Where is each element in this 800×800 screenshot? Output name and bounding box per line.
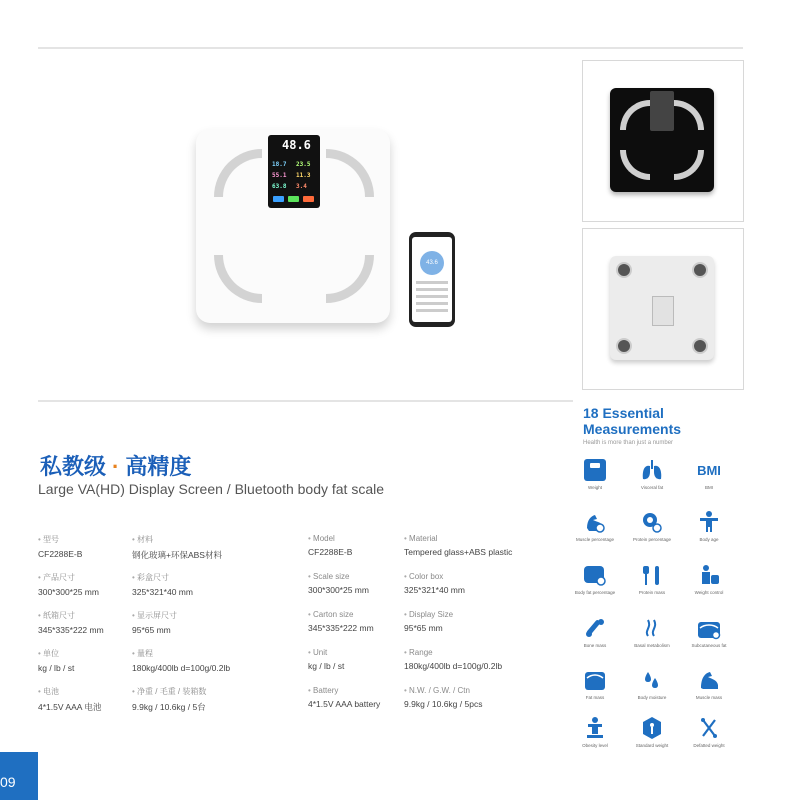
basal-metabolism-icon bbox=[640, 616, 664, 640]
spec-item bbox=[132, 572, 193, 597]
spec-value: 300*300*25 mm bbox=[38, 587, 99, 597]
spec-label: • 型号 bbox=[38, 534, 82, 545]
measurement-label: Muscle percentage bbox=[575, 537, 615, 542]
body-age-icon bbox=[697, 510, 721, 534]
spec-item bbox=[38, 534, 82, 559]
spec-value: 9.9kg / 10.6kg / 5台 bbox=[132, 702, 206, 712]
phone-row bbox=[416, 281, 448, 284]
measurement-label: Protein mass bbox=[638, 590, 666, 595]
lcd-display bbox=[268, 135, 320, 208]
spec-item bbox=[404, 648, 502, 671]
spec-label: • Range bbox=[404, 648, 502, 657]
spec-label: • 净重 / 毛重 / 装箱数 bbox=[132, 686, 206, 697]
spec-label: • 量程 bbox=[132, 648, 230, 659]
svg-text:BMI: BMI bbox=[697, 463, 721, 478]
spec-label: • N.W. / G.W. / Ctn bbox=[404, 686, 482, 695]
spec-label: • Color box bbox=[404, 572, 465, 581]
measurement-label: Muscle mass bbox=[695, 695, 723, 700]
spec-item bbox=[308, 610, 374, 633]
page-number-tab: 09 bbox=[0, 752, 38, 800]
spec-item bbox=[132, 534, 222, 561]
phone-screen bbox=[412, 237, 452, 322]
muscle-percentage-icon bbox=[583, 510, 607, 534]
smartphone-app-image bbox=[409, 232, 455, 327]
spec-item bbox=[132, 686, 206, 713]
electrode-pad-top-left bbox=[214, 149, 262, 197]
spec-item bbox=[308, 686, 380, 709]
lcd-indicator bbox=[303, 196, 314, 202]
electrode-pad bbox=[620, 150, 650, 180]
battery-cover bbox=[652, 296, 674, 326]
scale-front-image bbox=[196, 129, 390, 323]
page-title-cn: 私教级 · 高精度 bbox=[40, 454, 192, 479]
spec-item bbox=[38, 686, 101, 713]
measurement-label: Defatted weight bbox=[693, 743, 725, 748]
electrode-pad bbox=[674, 150, 704, 180]
spec-item bbox=[38, 648, 74, 673]
spec-value: 95*65 mm bbox=[404, 623, 443, 633]
spec-item bbox=[308, 572, 369, 595]
measurement-label: BMI bbox=[704, 485, 713, 490]
measurement-label: Body moisture bbox=[637, 695, 667, 700]
measurement-label: Body age bbox=[699, 537, 719, 542]
spec-value: kg / lb / st bbox=[38, 663, 75, 673]
phone-row bbox=[416, 288, 448, 291]
protein-percentage-icon bbox=[640, 510, 664, 534]
spec-label: • 材料 bbox=[132, 534, 222, 545]
subcutaneous-fat-icon bbox=[697, 616, 721, 640]
electrode-pad-top-right bbox=[326, 149, 374, 197]
spec-label: • Battery bbox=[308, 686, 380, 695]
spec-item bbox=[404, 572, 465, 595]
spec-value: 325*321*40 mm bbox=[404, 585, 465, 595]
spec-label: • Scale size bbox=[308, 572, 369, 581]
spec-value: 300*300*25 mm bbox=[308, 585, 369, 595]
spec-item bbox=[132, 610, 177, 635]
measurement-label: Subcutaneous fat bbox=[691, 643, 727, 648]
fat-mass-icon bbox=[583, 668, 607, 692]
defatted-weight-icon bbox=[697, 716, 721, 740]
electrode-pad bbox=[674, 100, 704, 130]
spec-value: 4*1.5V AAA battery bbox=[308, 699, 381, 709]
lcd-indicator bbox=[288, 196, 299, 202]
measurement-label: Weight control bbox=[694, 590, 724, 595]
spec-item bbox=[404, 686, 482, 709]
electrode-pad-bottom-right bbox=[326, 255, 374, 303]
electrode-pad bbox=[620, 100, 650, 130]
standard-weight-icon bbox=[640, 716, 664, 740]
phone-row bbox=[416, 295, 448, 298]
spec-value: CF2288E-B bbox=[308, 547, 353, 557]
measurement-label: Weight bbox=[588, 485, 602, 490]
measurement-label: Obesity level bbox=[582, 743, 608, 748]
obesity-level-icon bbox=[583, 716, 607, 740]
measurement-label: Body fat percentage bbox=[574, 590, 616, 595]
measurement-label: Protein percentage bbox=[632, 537, 672, 542]
measurement-label: Bone mass bbox=[583, 643, 607, 648]
lcd-reading: 63.8 bbox=[272, 183, 287, 190]
spec-label: • Material bbox=[404, 534, 512, 543]
measurement-label: Fat mass bbox=[585, 695, 605, 700]
lcd-reading: 23.5 bbox=[296, 161, 311, 168]
lcd-indicator bbox=[273, 196, 284, 202]
measurement-label: Basal metabolism bbox=[634, 643, 670, 648]
spec-value: 9.9kg / 10.6kg / 5pcs bbox=[404, 699, 483, 709]
bone-mass-icon bbox=[583, 616, 607, 640]
measurement-label: Standard weight bbox=[635, 743, 669, 748]
spec-label: • Display Size bbox=[404, 610, 453, 619]
lcd-reading: 18.7 bbox=[272, 161, 287, 168]
spec-value: 345*335*222 mm bbox=[38, 625, 104, 635]
spec-value: Tempered glass+ABS plastic bbox=[404, 547, 513, 557]
spec-value: 345*335*222 mm bbox=[308, 623, 374, 633]
spec-item bbox=[308, 648, 344, 671]
middle-divider bbox=[38, 400, 573, 402]
spec-label: • Carton size bbox=[308, 610, 374, 619]
top-divider bbox=[38, 47, 743, 49]
spec-item bbox=[132, 648, 230, 673]
spec-value: 180kg/400lb d=100g/0.2lb bbox=[132, 663, 231, 673]
spec-label: • 单位 bbox=[38, 648, 74, 659]
scale-black-image bbox=[610, 88, 714, 192]
spec-value: 325*321*40 mm bbox=[132, 587, 193, 597]
lungs-icon bbox=[640, 458, 664, 482]
spec-label: • 纸箱尺寸 bbox=[38, 610, 104, 621]
foot-icon bbox=[692, 262, 708, 278]
spec-value: CF2288E-B bbox=[38, 549, 83, 559]
foot-icon bbox=[616, 338, 632, 354]
spec-item bbox=[308, 534, 352, 557]
phone-row bbox=[416, 302, 448, 305]
muscle-mass-icon bbox=[697, 668, 721, 692]
body-moisture-icon bbox=[640, 668, 664, 692]
bmi-icon bbox=[697, 458, 721, 482]
spec-value: kg / lb / st bbox=[308, 661, 345, 671]
spec-item bbox=[404, 534, 512, 557]
spec-label: • 彩盒尺寸 bbox=[132, 572, 193, 583]
spec-value: 4*1.5V AAA 电池 bbox=[38, 702, 102, 712]
weight-control-icon bbox=[697, 563, 721, 587]
spec-value: 180kg/400lb d=100g/0.2lb bbox=[404, 661, 503, 671]
spec-item bbox=[404, 610, 453, 633]
weight-icon bbox=[583, 458, 607, 482]
spec-label: • Model bbox=[308, 534, 352, 543]
foot-icon bbox=[616, 262, 632, 278]
phone-reading-circle: 43.6 bbox=[420, 251, 444, 275]
spec-label: • 电池 bbox=[38, 686, 101, 697]
essentials-title: 18 Essential Measurements bbox=[583, 405, 682, 437]
scale-bottom-image bbox=[610, 256, 714, 360]
lcd-main-reading: 48.6 bbox=[282, 138, 311, 152]
phone-row bbox=[416, 309, 448, 312]
spec-label: • 产品尺寸 bbox=[38, 572, 99, 583]
lcd-reading: 11.3 bbox=[296, 172, 311, 179]
electrode-pad-bottom-left bbox=[214, 255, 262, 303]
foot-icon bbox=[692, 338, 708, 354]
spec-item bbox=[38, 572, 99, 597]
page-subtitle: Large VA(HD) Display Screen / Bluetooth body fat scale bbox=[38, 481, 385, 497]
body-fat-percentage-icon bbox=[583, 563, 607, 587]
lcd-reading: 3.4 bbox=[296, 183, 307, 190]
spec-item bbox=[38, 610, 104, 635]
lcd-reading: 55.1 bbox=[272, 172, 287, 179]
spec-label: • 显示屏尺寸 bbox=[132, 610, 177, 621]
black-scale-panel bbox=[582, 60, 744, 222]
spec-value: 95*65 mm bbox=[132, 625, 171, 635]
protein-mass-icon bbox=[640, 563, 664, 587]
spec-label: • Unit bbox=[308, 648, 344, 657]
spec-value: 钢化玻璃+环保ABS材料 bbox=[132, 550, 222, 560]
measurement-label: Visceral fat bbox=[640, 485, 664, 490]
essentials-subtitle: Health is more than just a number bbox=[583, 440, 674, 446]
lcd-display bbox=[650, 91, 674, 131]
scale-bottom-panel bbox=[582, 228, 744, 390]
